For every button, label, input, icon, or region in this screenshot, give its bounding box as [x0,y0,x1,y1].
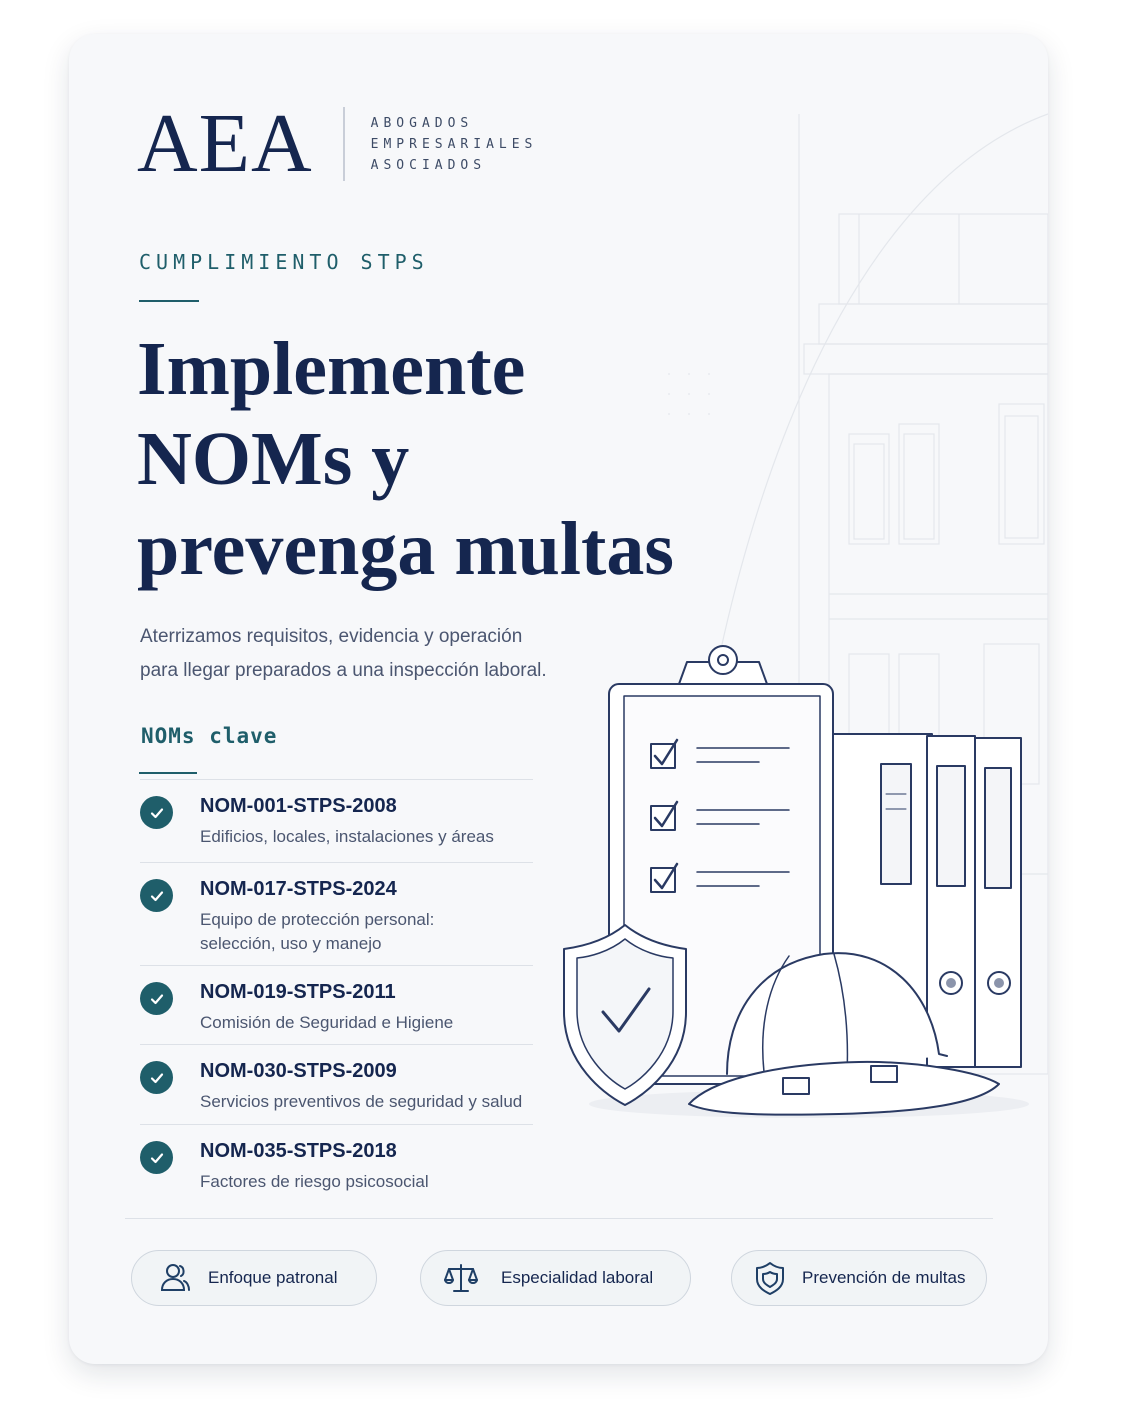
intro-line-2: para llegar preparados a una inspección laboral. [140,660,547,681]
check-circle-icon [140,1061,173,1094]
title-line-2: NOMs y [137,417,410,501]
nom-code: NOM-035-STPS-2018 [200,1140,397,1162]
nom-list-item [140,862,533,965]
logo-divider [343,107,345,181]
nom-description: Equipo de protección personal: [200,910,435,929]
nom-description: Servicios preventivos de seguridad y salud [200,1092,523,1111]
page-title [137,324,697,594]
nom-code: NOM-017-STPS-2024 [200,878,397,900]
nom-description: Factores de riesgo psicosocial [200,1172,429,1191]
logo-mark: AEA [137,97,313,190]
noms-section-title: NOMs clave [141,724,278,748]
badge-label: Enfoque patronal [208,1268,338,1287]
nom-list-item [140,965,533,1044]
check-circle-icon [140,796,173,829]
intro-line-1: Aterrizamos requisitos, evidencia y operación [140,626,523,647]
nom-list-item [140,1044,533,1124]
logo-line-2: EMPRESARIALES [370,136,538,152]
nom-description: Comisión de Seguridad e Higiene [200,1013,454,1032]
nom-description: Edificios, locales, instalaciones y áreas [200,827,494,846]
brand-logo [137,97,538,190]
nom-code: NOM-019-STPS-2011 [200,981,396,1003]
footer-divider [125,1218,993,1219]
check-circle-icon [140,879,173,912]
badge-label: Especialidad laboral [501,1268,654,1287]
nom-list [140,779,533,1203]
logo-wordmark [371,116,538,173]
title-line-1: Implemente [137,327,526,411]
badge-enfoque-patronal [131,1250,377,1306]
nom-description-line-2: selección, uso y manejo [200,934,382,953]
eyebrow-divider [139,300,199,302]
badge-prevencion-multas [731,1250,987,1306]
logo-line-3: ASOCIADOS [370,157,487,173]
eyebrow-label: CUMPLIMIENTO STPS [139,250,429,274]
title-line-3: prevenga multas [137,507,674,591]
users-icon [158,1261,192,1295]
nom-list-item [140,779,533,862]
intro-text [140,620,610,688]
check-circle-icon [140,1141,173,1174]
nom-list-item [140,1124,533,1203]
noms-title-divider [139,772,197,774]
check-circle-icon [140,982,173,1015]
logo-line-1: ABOGADOS [370,115,474,131]
compliance-illustration [559,634,1029,1134]
badge-especialidad-laboral [420,1250,691,1306]
flyer-card [69,34,1048,1364]
badge-label: Prevención de multas [802,1268,966,1287]
shield-icon [754,1260,786,1296]
nom-code: NOM-030-STPS-2009 [200,1060,397,1082]
nom-code: NOM-001-STPS-2008 [200,795,397,817]
scales-icon [443,1261,479,1295]
